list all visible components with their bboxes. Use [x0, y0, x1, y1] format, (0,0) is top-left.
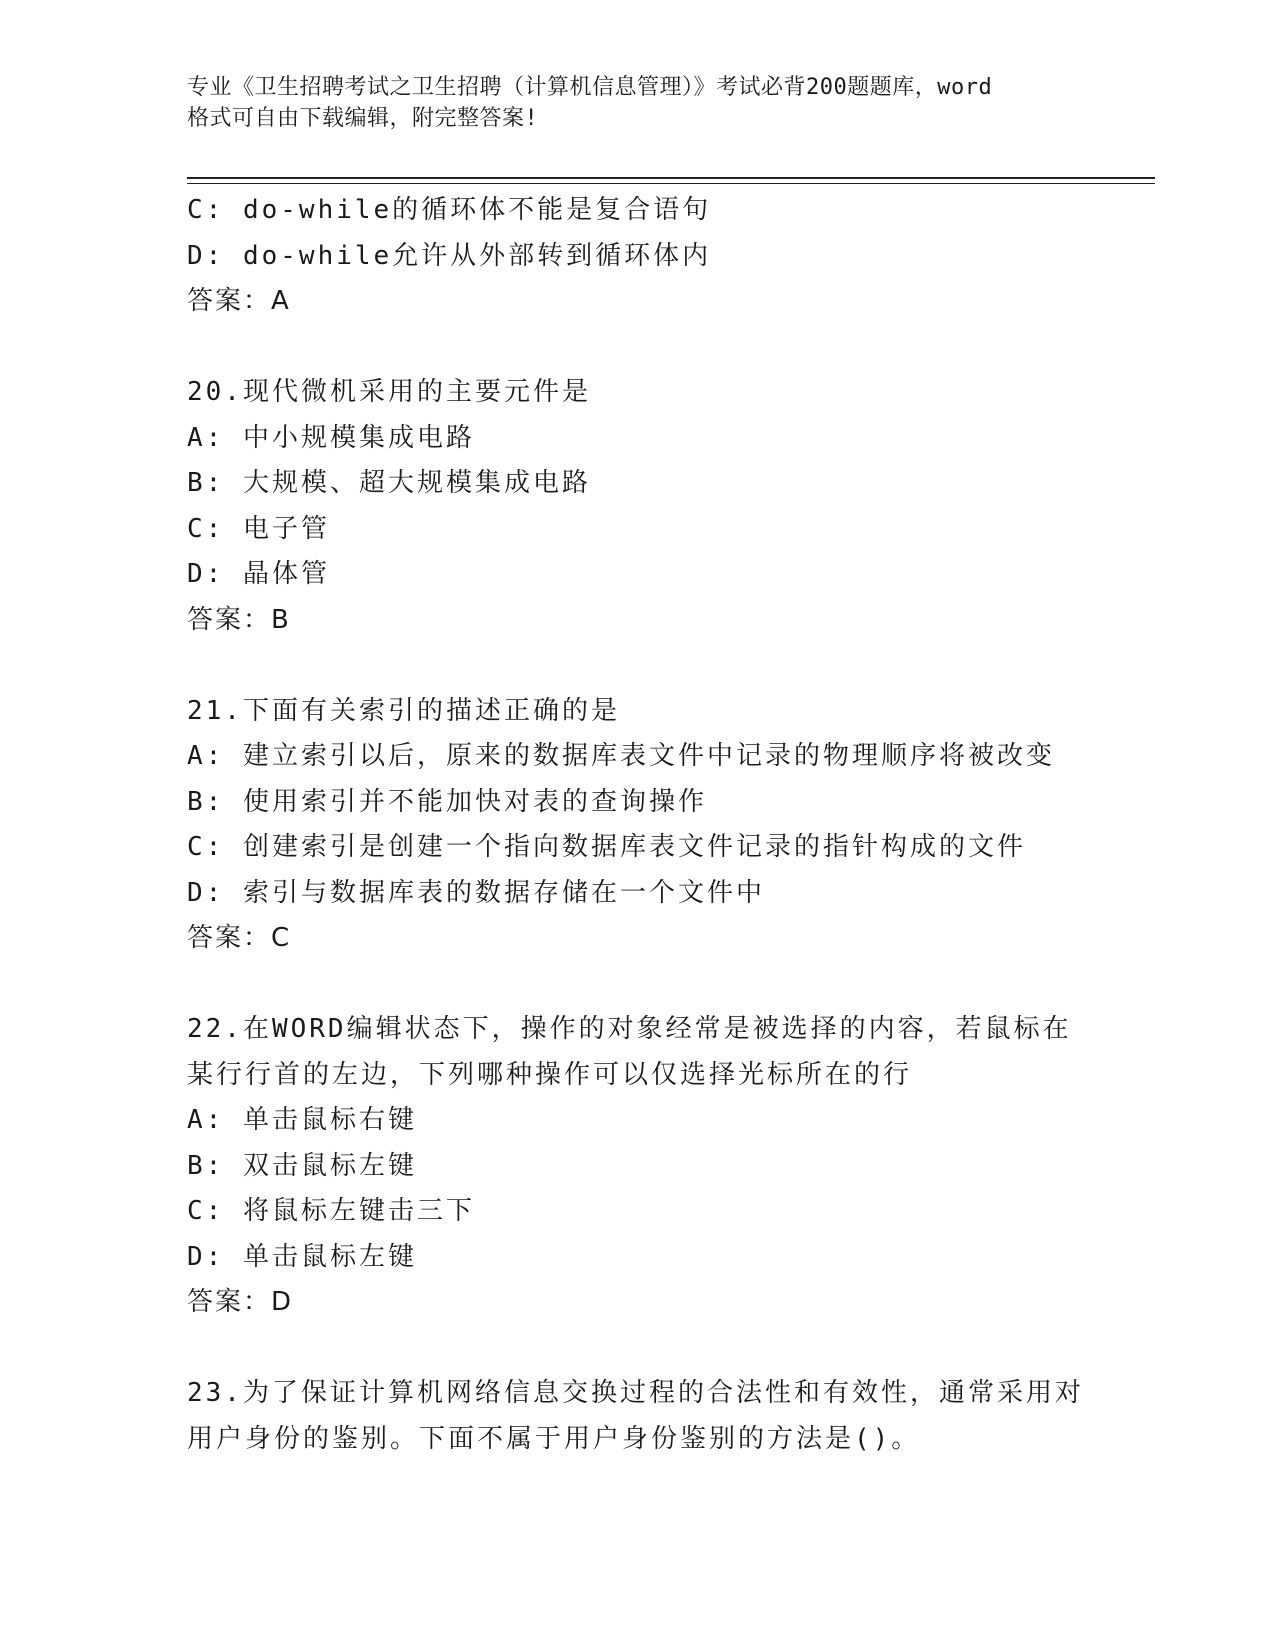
question-23 [187, 1371, 1087, 1462]
question-continued [187, 188, 1087, 325]
answer: 答案：B [187, 604, 291, 635]
question-stem: 21.下面有关索引的描述正确的是 [187, 695, 620, 726]
header-rule-thick [187, 177, 1155, 179]
header-line-1: 专业《卫生招聘考试之卫生招聘（计算机信息管理）》考试必背200题题库，word [187, 75, 993, 100]
option-d: D: do-while允许从外部转到循环体内 [187, 240, 712, 271]
spacer [187, 325, 1087, 371]
option-c: C: 电子管 [187, 513, 330, 544]
question-stem-line-1: 22.在WORD编辑状态下，操作的对象经常是被选择的内容，若鼠标在 [187, 1014, 1072, 1044]
question-stem: 20.现代微机采用的主要元件是 [187, 377, 591, 407]
option-d: D: 单击鼠标左键 [187, 1241, 417, 1272]
header-line-2: 格式可自由下载编辑，附完整答案! [187, 106, 539, 131]
spacer [187, 1326, 1087, 1372]
document-body [187, 188, 1087, 1462]
option-a: A: 单击鼠标右键 [187, 1105, 417, 1135]
question-20 [187, 370, 1087, 643]
option-a: A: 中小规模集成电路 [187, 422, 475, 453]
option-c: C: 创建索引是创建一个指向数据库表文件记录的指针构成的文件 [187, 832, 1026, 862]
option-c: C: 将鼠标左键击三下 [187, 1196, 475, 1226]
answer: 答案：D [187, 1287, 294, 1317]
option-b: B: 大规模、超大规模集成电路 [187, 468, 591, 498]
document-header [187, 72, 1087, 134]
spacer [187, 643, 1087, 689]
option-c: C: do-while的循环体不能是复合语句 [187, 195, 712, 225]
question-21 [187, 689, 1087, 962]
answer: 答案：A [187, 286, 291, 316]
option-d: D: 晶体管 [187, 559, 330, 589]
question-stem-line-1: 23.为了保证计算机网络信息交换过程的合法性和有效性，通常采用对 [187, 1378, 1084, 1408]
question-22 [187, 1007, 1087, 1326]
header-rule-thin [187, 183, 1155, 184]
question-stem-line-2: 某行行首的左边，下列哪种操作可以仅选择光标所在的行 [187, 1059, 913, 1090]
option-b: B: 使用索引并不能加快对表的查询操作 [187, 786, 707, 817]
option-b: B: 双击鼠标左键 [187, 1150, 417, 1181]
spacer [187, 962, 1087, 1008]
option-d: D: 索引与数据库表的数据存储在一个文件中 [187, 877, 765, 908]
option-a: A: 建立索引以后，原来的数据库表文件中记录的物理顺序将被改变 [187, 741, 1055, 771]
answer: 答案：C [187, 923, 292, 953]
question-stem-line-2: 用户身份的鉴别。下面不属于用户身份鉴别的方法是()。 [187, 1423, 921, 1454]
